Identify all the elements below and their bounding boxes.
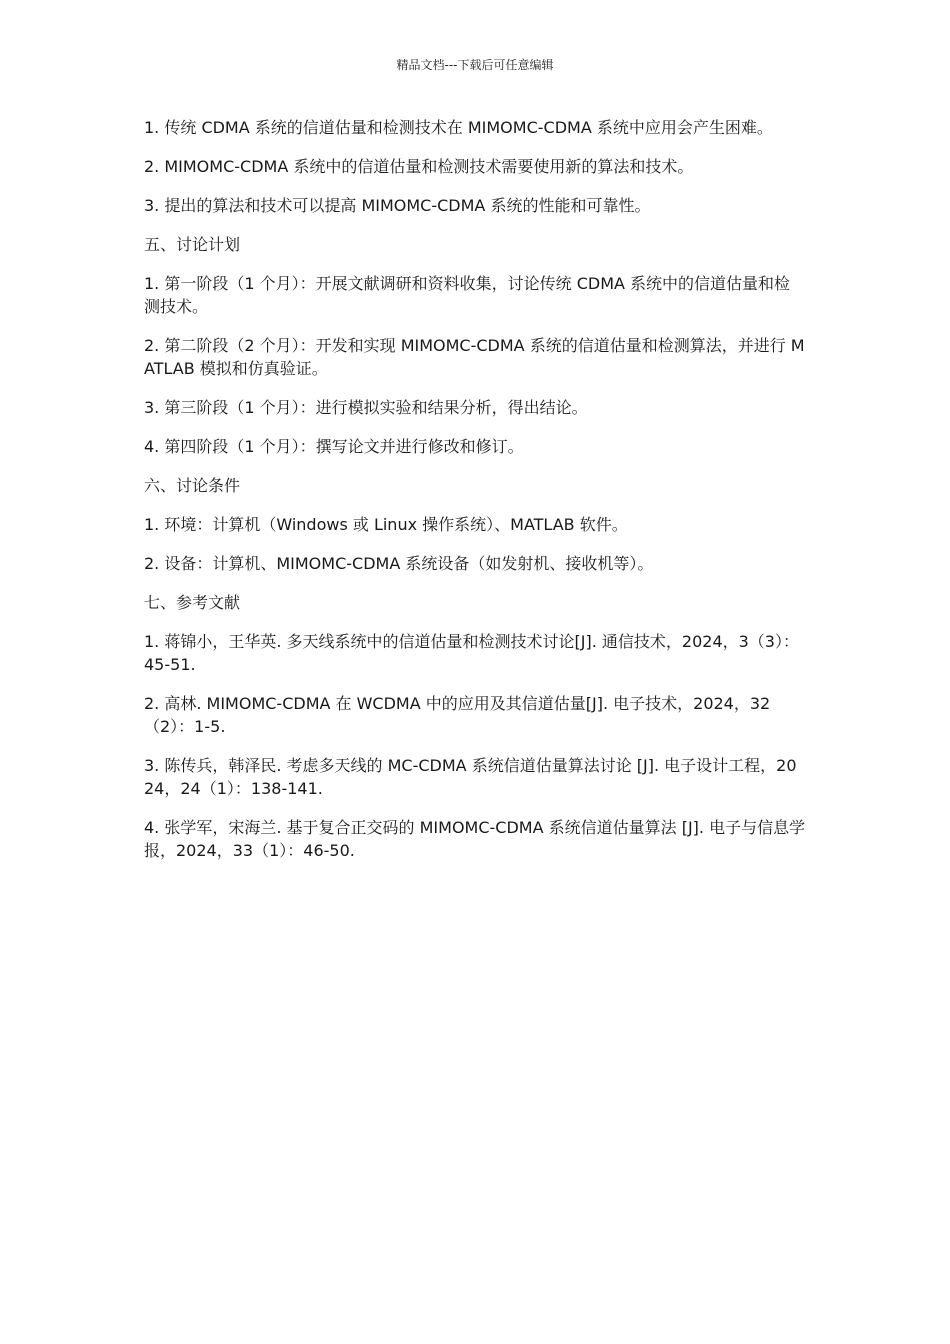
plan-stage-3: 3. 第三阶段（1 个月）：进行模拟实验和结果分析，得出结论。 — [144, 398, 588, 417]
conclusion-item-3: 3. 提出的算法和技术可以提高 MIMOMC-CDMA 系统的性能和可靠性。 — [144, 196, 651, 215]
reference-item-2: 2. 高林. MIMOMC-CDMA 在 WCDMA 中的应用及其信道估量[J]. 电子技术，2024，32（2）：1-5. — [144, 694, 771, 736]
plan-stage-2: 2. 第二阶段（2 个月）：开发和实现 MIMOMC-CDMA 系统的信道估量和检测算法，并进行 MATLAB 模拟和仿真验证。 — [144, 336, 805, 378]
condition-equipment: 2. 设备：计算机、MIMOMC-CDMA 系统设备（如发射机、接收机等）。 — [144, 554, 654, 573]
document-body — [144, 116, 806, 878]
condition-environment: 1. 环境：计算机（Windows 或 Linux 操作系统）、MATLAB 软件。 — [144, 515, 628, 534]
section-heading-research-plan: 五、讨论计划 — [144, 235, 241, 254]
reference-item-1: 1. 蒋锦小，王华英. 多天线系统中的信道估量和检测技术讨论[J]. 通信技术，2024，3（3）：45-51. — [144, 632, 799, 674]
reference-item-4: 4. 张学军，宋海兰. 基于复合正交码的 MIMOMC-CDMA 系统信道估量算法 [J]. 电子与信息学报，2024，33（1）：46-50. — [144, 818, 806, 860]
section-heading-conditions: 六、讨论条件 — [144, 476, 241, 495]
reference-item-3: 3. 陈传兵，韩泽民. 考虑多天线的 MC-CDMA 系统信道估量算法讨论 [J]. 电子设计工程，2024，24（1）：138-141. — [144, 756, 797, 798]
plan-stage-1: 1. 第一阶段（1 个月）：开展文献调研和资料收集，讨论传统 CDMA 系统中的信道估量和检测技术。 — [144, 274, 791, 316]
section-heading-references: 七、参考文献 — [144, 593, 241, 612]
plan-stage-4: 4. 第四阶段（1 个月）：撰写论文并进行修改和修订。 — [144, 437, 524, 456]
conclusion-item-1: 1. 传统 CDMA 系统的信道估量和检测技术在 MIMOMC-CDMA 系统中应用会产生困难。 — [144, 118, 773, 137]
conclusion-item-2: 2. MIMOMC-CDMA 系统中的信道估量和检测技术需要使用新的算法和技术。 — [144, 157, 694, 176]
page-header: 精品文档---下载后可任意编辑 — [396, 58, 554, 72]
